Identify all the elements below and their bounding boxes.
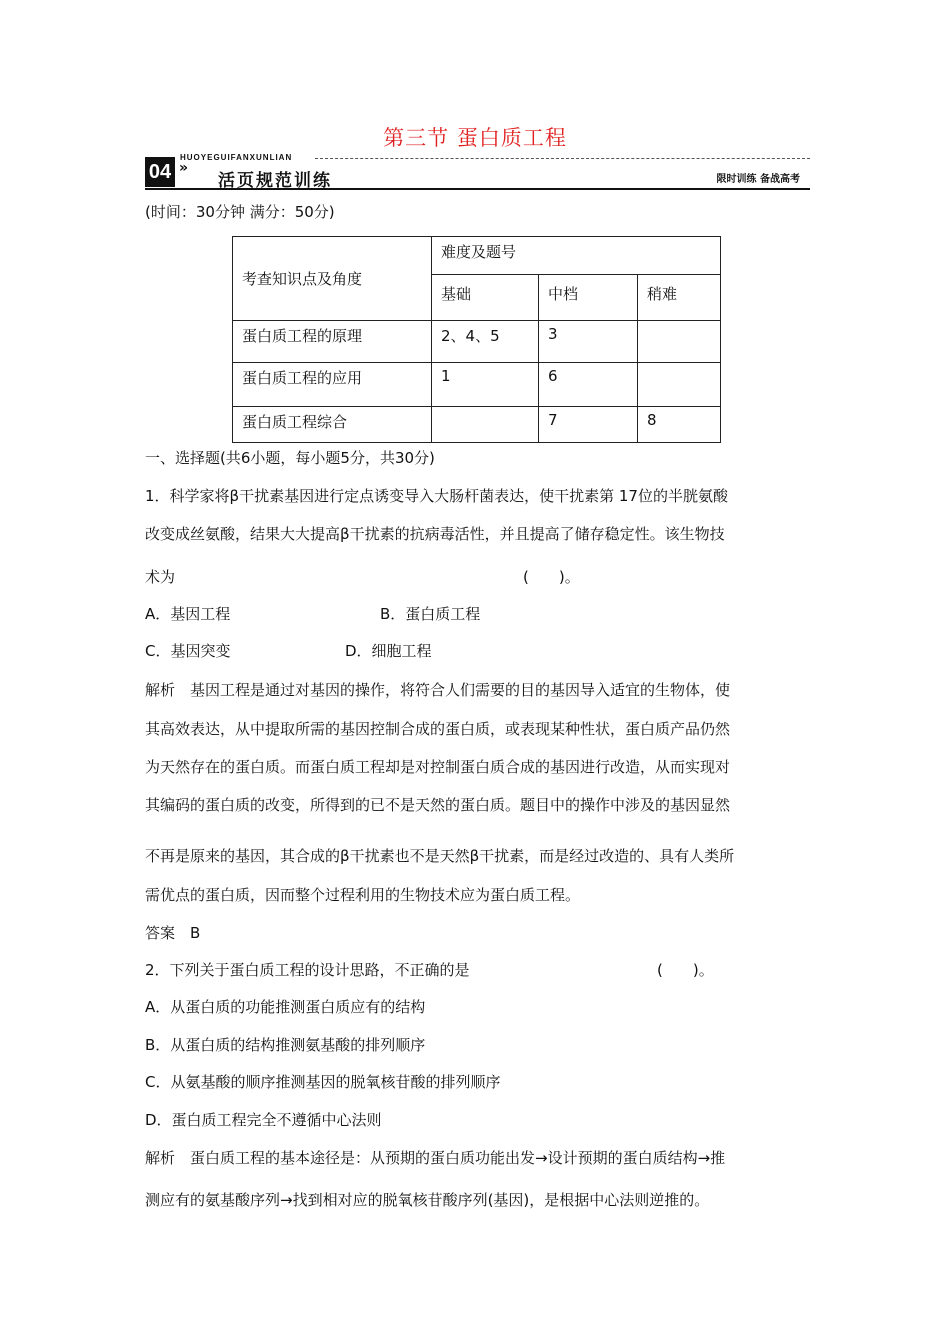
option-b: B．蛋白质工程 (380, 605, 481, 623)
banner-number: 04 (145, 157, 175, 187)
option-c: C．从氨基酸的顺序推测基因的脱氧核苷酸的排列顺序 (145, 1073, 501, 1091)
table-level: 稍难 (638, 275, 721, 321)
table-cell (638, 363, 721, 407)
page-title: 第三节 蛋白质工程 (383, 126, 567, 150)
table-row (233, 321, 721, 363)
banner-dotted-line (315, 158, 810, 159)
answer-blank: ( )。 (523, 568, 580, 586)
table-header-topic: 考查知识点及角度 (233, 237, 432, 321)
table-cell: 2、4、5 (432, 321, 539, 363)
question-1-line: 改变成丝氨酸，结果大大提高β干扰素的抗病毒活性，并且提高了储存稳定性。该生物技 (145, 525, 725, 543)
table-cell: 3 (539, 321, 638, 363)
banner-pinyin: HUOYEGUIFANXUNLIAN (180, 153, 293, 162)
analysis-line: 其编码的蛋白质的改变，所得到的已不是天然的蛋白质。题目中的操作中涉及的基因显然 (145, 796, 731, 814)
section-banner (145, 154, 810, 190)
analysis-line: 解析 基因工程是通过对基因的操作，将符合人们需要的目的基因导入适宜的生物体，使 (145, 681, 731, 699)
option-b: B．从蛋白质的结构推测氨基酸的排列顺序 (145, 1036, 426, 1054)
time-info: (时间：30分钟 满分：50分) (145, 203, 335, 221)
table-row (233, 363, 721, 407)
analysis-line: 测应有的氨基酸序列→找到相对应的脱氧核苷酸序列(基因)，是根据中心法则逆推的。 (145, 1191, 710, 1209)
table-cell: 6 (539, 363, 638, 407)
table-cell (432, 407, 539, 443)
table-level: 中档 (539, 275, 638, 321)
knowledge-table (232, 236, 721, 443)
analysis-line: 不再是原来的基因，其合成的β干扰素也不是天然β干扰素，而是经过改造的、具有人类所 (145, 847, 735, 865)
analysis-line: 为天然存在的蛋白质。而蛋白质工程却是对控制蛋白质合成的基因进行改造，从而实现对 (145, 758, 731, 776)
banner-rule (145, 188, 810, 190)
table-row (233, 407, 721, 443)
option-c: C．基因突变 (145, 642, 231, 660)
table-cell: 蛋白质工程的应用 (233, 363, 432, 407)
section-heading: 一、选择题(共6小题，每小题5分，共30分) (145, 449, 435, 467)
table-cell (638, 321, 721, 363)
option-a: A．从蛋白质的功能推测蛋白质应有的结构 (145, 998, 426, 1016)
answer-blank: ( )。 (657, 961, 714, 979)
table-level: 基础 (432, 275, 539, 321)
option-d: D．蛋白质工程完全不遵循中心法则 (145, 1111, 382, 1129)
question-2-stem: 2．下列关于蛋白质工程的设计思路，不正确的是 (145, 961, 470, 979)
banner-slogan: 限时训练 备战高考 (716, 174, 800, 185)
analysis-line: 需优点的蛋白质，因而整个过程利用的生物技术应为蛋白质工程。 (145, 886, 581, 904)
banner-title: 活页规范训练 (218, 171, 332, 191)
table-cell: 7 (539, 407, 638, 443)
answer-line: 答案 B (145, 924, 201, 942)
double-arrow-icon: » (179, 160, 189, 176)
table-header-difficulty: 难度及题号 (432, 237, 721, 275)
option-d: D．细胞工程 (345, 642, 432, 660)
analysis-line: 解析 蛋白质工程的基本途径是：从预期的蛋白质功能出发→设计预期的蛋白质结构→推 (145, 1149, 726, 1167)
option-a: A．基因工程 (145, 605, 231, 623)
table-cell: 蛋白质工程的原理 (233, 321, 432, 363)
question-1-line: 术为 (145, 568, 176, 586)
question-1-line: 1．科学家将β干扰素基因进行定点诱变导入大肠杆菌表达，使干扰素第 17位的半胱氨酸 (145, 487, 728, 505)
table-cell: 蛋白质工程综合 (233, 407, 432, 443)
analysis-line: 其高效表达，从中提取所需的基因控制合成的蛋白质，或表现某种性状，蛋白质产品仍然 (145, 720, 731, 738)
table-cell: 1 (432, 363, 539, 407)
table-cell: 8 (638, 407, 721, 443)
